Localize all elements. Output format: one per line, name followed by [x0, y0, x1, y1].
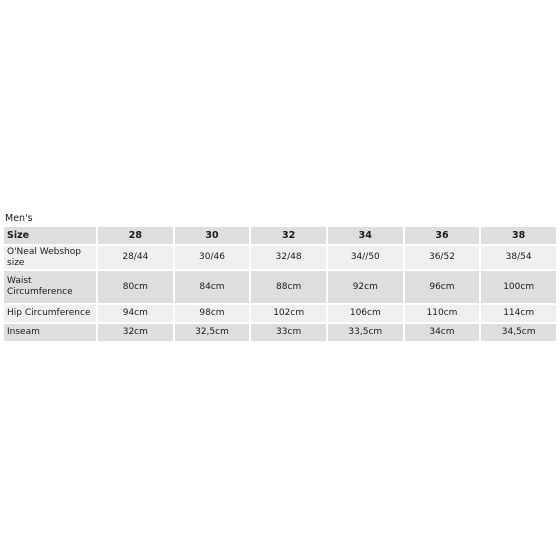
table-row-waist	[4, 271, 556, 303]
table-cell: 102cm	[251, 305, 326, 322]
size-header-36: 36	[405, 227, 480, 244]
row-label: Waist Circumference	[4, 271, 96, 303]
table-cell: 92cm	[328, 271, 403, 303]
table-cell: 106cm	[328, 305, 403, 322]
table-caption: Men's	[5, 213, 33, 224]
table-cell: 34cm	[405, 324, 480, 341]
table-cell: 98cm	[175, 305, 250, 322]
table-cell: 32/48	[251, 246, 326, 269]
table-row-webshop-size	[4, 246, 556, 269]
table-cell: 88cm	[251, 271, 326, 303]
table-cell: 34,5cm	[481, 324, 556, 341]
row-label: Hip Circumference	[4, 305, 96, 322]
table-cell: 96cm	[405, 271, 480, 303]
table-row-inseam	[4, 324, 556, 341]
size-header-30: 30	[175, 227, 250, 244]
header-label: Size	[4, 227, 96, 244]
table-cell: 32cm	[98, 324, 173, 341]
size-chart-table	[2, 225, 558, 343]
table-cell: 100cm	[481, 271, 556, 303]
table-cell: 36/52	[405, 246, 480, 269]
size-header-32: 32	[251, 227, 326, 244]
size-header-28: 28	[98, 227, 173, 244]
row-label: Inseam	[4, 324, 96, 341]
size-header-38: 38	[481, 227, 556, 244]
table-cell: 38/54	[481, 246, 556, 269]
row-label: O'Neal Webshop size	[4, 246, 96, 269]
table-cell: 28/44	[98, 246, 173, 269]
size-header-34: 34	[328, 227, 403, 244]
table-cell: 94cm	[98, 305, 173, 322]
table-cell: 33cm	[251, 324, 326, 341]
table-cell: 84cm	[175, 271, 250, 303]
header-row	[4, 227, 556, 244]
table-row-hip	[4, 305, 556, 322]
table-cell: 32,5cm	[175, 324, 250, 341]
table-cell: 34//50	[328, 246, 403, 269]
table-cell: 30/46	[175, 246, 250, 269]
table-cell: 110cm	[405, 305, 480, 322]
table-cell: 114cm	[481, 305, 556, 322]
table-cell: 80cm	[98, 271, 173, 303]
table-cell: 33,5cm	[328, 324, 403, 341]
